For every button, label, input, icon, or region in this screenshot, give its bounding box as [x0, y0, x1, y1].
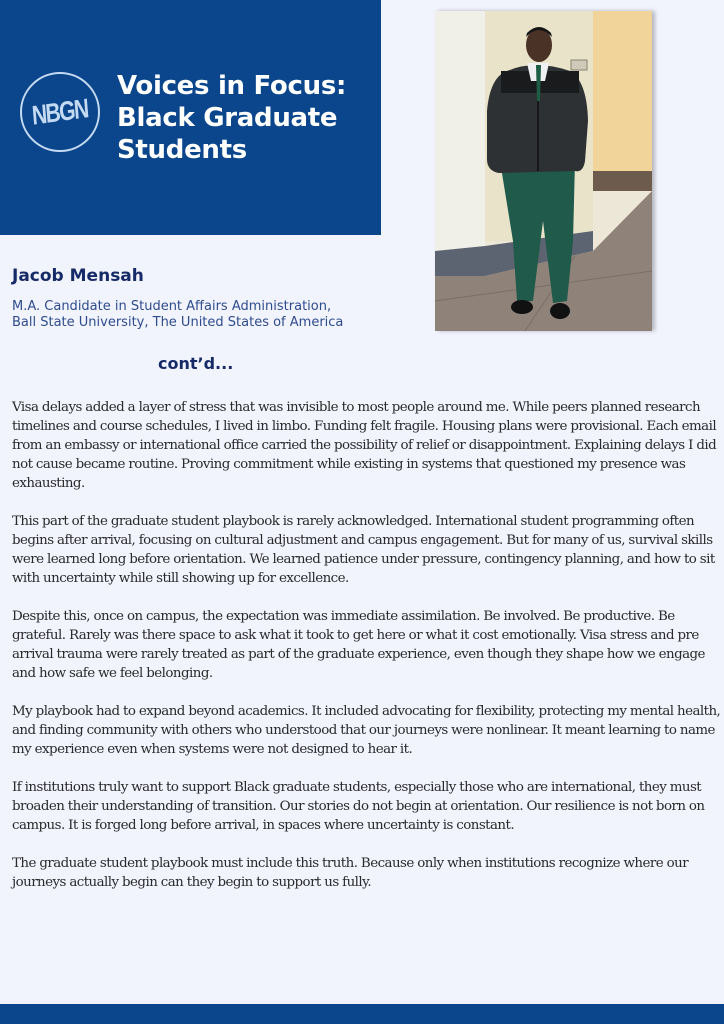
article-paragraph: The graduate student playbook must include this truth. Because only when institutions recognize where our journeys actually begin can they begin to support us fully.: [12, 856, 689, 890]
article-paragraph: Visa delays added a layer of stress that was invisible to most people around me. While peers planned research timelines and course schedules, I lived in limbo. Funding felt fragile. Housing plans were provisional. Each email from an embassy or international office carried the possibility of relief or disappointment. Explaining delays I did not cause became routine. Proving commitment while existing in systems that questioned my presence was exhausting.: [12, 400, 717, 491]
nbgn-logo: [20, 72, 100, 152]
page-title: Voices in Focus: Black Graduate Students: [117, 71, 347, 165]
logo-text: NBGN: [31, 92, 89, 131]
article-paragraph: Despite this, once on campus, the expectation was immediate assimilation. Be involved. Be productive. Be grateful. Rarely was there space to ask what it took to get here or what it cost emotionally. Visa stress and pre arrival trauma were rarely treated as part of the graduate experience, even though they shape how we engage and how safe we feel belonging.: [12, 609, 705, 681]
header-banner: [0, 0, 381, 235]
continued-label: cont’d...: [158, 354, 234, 373]
person-role: [12, 299, 412, 331]
profile-photo: [435, 11, 652, 331]
article-paragraph: This part of the graduate student playbook is rarely acknowledged. International student programming often begins after arrival, focusing on cultural adjustment and campus engagement. But for many of us, survival skills were learned long before orientation. We learned patience under pressure, contingency planning, and how to sit with uncertainty while still showing up for excellence.: [12, 514, 715, 586]
article-body: [12, 398, 724, 911]
person-role-line-1: M.A. Candidate in Student Affairs Administration,: [12, 299, 332, 314]
article-paragraph: My playbook had to expand beyond academics. It included advocating for flexibility, protecting my mental health, and finding community with others who understood that our journeys were nonlinear. It meant learning to name my experience even when systems were not designed to hear it.: [12, 704, 721, 757]
person-name: Jacob Mensah: [12, 266, 144, 286]
article-paragraph: If institutions truly want to support Black graduate students, especially those who are international, they must broaden their understanding of transition. Our stories do not begin at orientation. Our resilience is not born on campus. It is forged long before arrival, in spaces where uncertainty is constant.: [12, 780, 705, 833]
person-role-line-2: Ball State University, The United States of America: [12, 315, 344, 330]
footer-bar: [0, 1004, 724, 1024]
portrait-illustration: [435, 11, 652, 331]
